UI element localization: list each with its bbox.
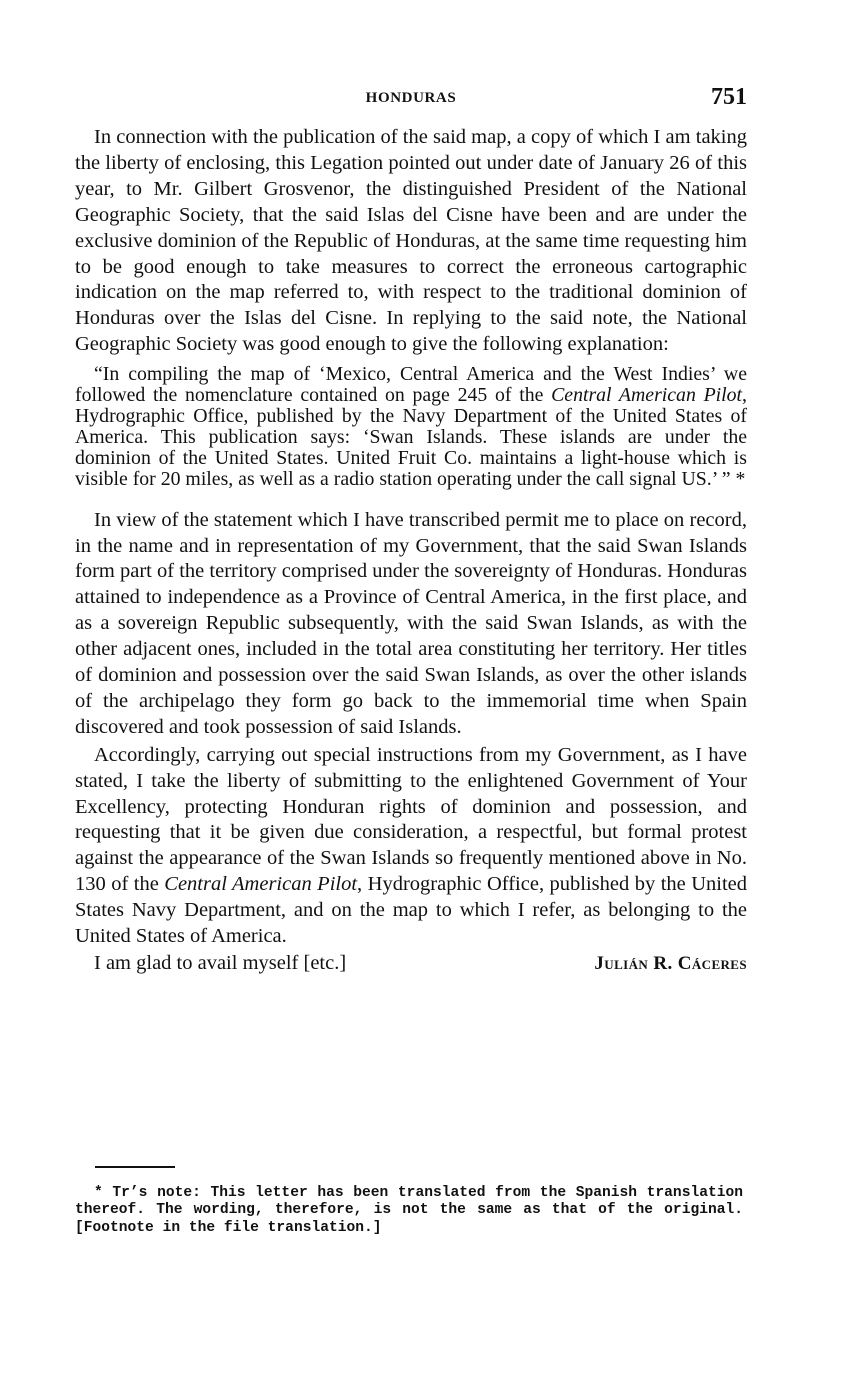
translator-footnote: * Tr’s note: This letter has been translated from the Spanish translation thereof. The wording, therefore, is not the same as that of the original. [Footnote in the file translation.] xyxy=(75,1185,743,1236)
running-title: HONDURAS xyxy=(365,90,457,106)
quote-text-start: “In compiling the map of ‘Mexico, Central America and the West Indies’ we followed the nomenclature contained on page 245 of the xyxy=(75,363,747,407)
closing-line xyxy=(75,951,747,977)
paragraph-formal-protest xyxy=(75,743,747,950)
protest-text-start: Accordingly, carrying out special instructions from my Government, as I have stated, I take the liberty of submitting to the enlightened Government of Your Excellency, protecting Honduran rights of dominion and possession, and requesting that it be given due consideration, a respectful, but formal protest against the appearance of the Swan Islands so frequently mentioned above in No. 130 of the xyxy=(75,743,747,896)
closing-formula: I am glad to avail myself [etc.] xyxy=(94,952,347,974)
paragraph-sovereignty-statement: In view of the statement which I have transcribed permit me to place on record, in the name and in representation of my Government, that the said Swan Islands form part of the territory comprised under the sovereignty of Honduras. Honduras attained to independence as a Province of Central America, in the first place, and as a sovereign Republic subsequently, with the said Swan Islands, as with the other adjacent ones, included in the total area constituting her territory. Her titles of dominion and possession over the said Swan Islands, as over the other islands of the archipelago they form go back to the immemorial time when Spain discovered and took possession of said Islands. xyxy=(75,508,747,738)
quote-publication-title: Central American Pilot xyxy=(551,384,743,407)
letter-body xyxy=(75,125,747,977)
page-number: 751 xyxy=(711,84,747,110)
paragraph-map-correspondence: In connection with the publication of the said map, a copy of which I am taking the liberty of enclosing, this Legation pointed out under date of January 26 of this year, to Mr. Gilbert Grosvenor, the distinguished President of the National Geographic Society, that the said Islas del Cisne have been and are under the exclusive dominion of the Republic of Honduras, at the same time requesting him to be good enough to take measures to correct the erroneous cartographic indication on the map referred to, with respect to the traditional dominion of Honduras over the Islas del Cisne. In replying to the said note, the National Geographic Society was good enough to give the following explanation: xyxy=(75,126,747,356)
running-head xyxy=(75,84,747,112)
signature: Julián R. Cáceres xyxy=(594,953,747,974)
block-quote-society-explanation xyxy=(75,364,747,489)
protest-text-end: , Hydrographic Office, published by the United States Navy Department, and on the map to which I refer, as belonging to the United States of America. xyxy=(75,873,747,948)
protest-publication-title: Central American Pilot xyxy=(164,873,358,896)
quote-text-end: , Hydrographic Office, published by the Navy Department of the United States of America. This publication says: ‘Swan Islands. These islands are under the dominion of the United States. United Fruit Co. maintains a light-house which is visible for 20 miles, as well as a radio station operating under the call signal US.’ ” * xyxy=(75,384,747,490)
footnote-divider xyxy=(95,1166,175,1168)
